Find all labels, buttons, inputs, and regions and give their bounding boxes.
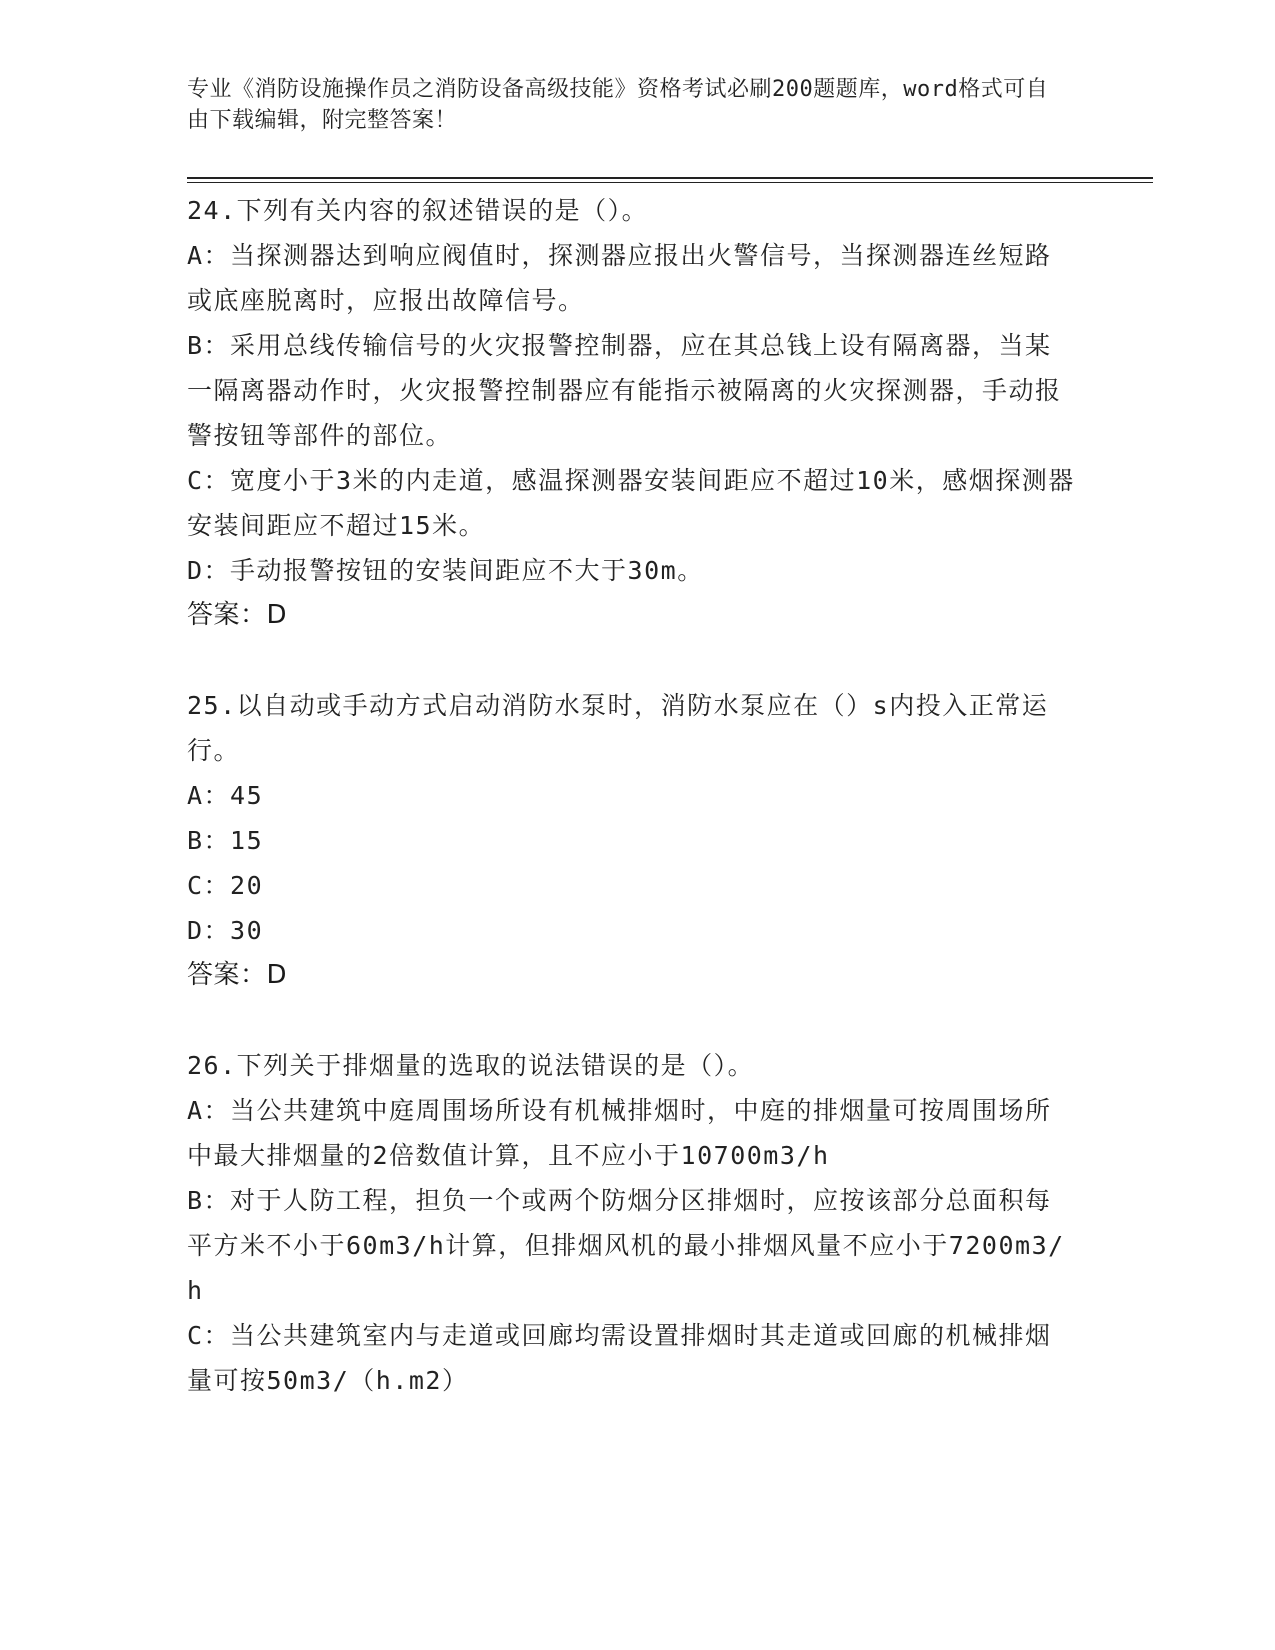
option-c: C：20 xyxy=(187,871,264,900)
option-d: D：手动报警按钮的安装间距应不大于30m。 xyxy=(187,556,704,585)
option-b: B：采用总线传输信号的火灾报警控制器，应在其总钱上设有隔离器，当某一隔离器动作时，火灾报警控制器应有能指示被隔离的火灾探测器，手动报警按钮等部件的部位。 xyxy=(187,331,1062,450)
question-stem: 25.以自动或手动方式启动消防水泵时，消防水泵应在（）s内投入正常运行。 xyxy=(187,691,1049,765)
option-b: B：15 xyxy=(187,826,264,855)
answer-label: 答案：D xyxy=(187,960,288,990)
header-divider-thin xyxy=(187,182,1153,183)
answer-label: 答案：D xyxy=(187,600,288,630)
question-stem: 26.下列关于排烟量的选取的说法错误的是（）。 xyxy=(187,1051,755,1080)
option-a: A：当探测器达到响应阀值时，探测器应报出火警信号，当探测器连丝短路或底座脱离时，应报出故障信号。 xyxy=(187,241,1052,315)
option-a: A：当公共建筑中庭周围场所设有机械排烟时，中庭的排烟量可按周围场所中最大排烟量的2倍数值计算，且不应小于10700m3/h xyxy=(187,1096,1052,1170)
option-d: D：30 xyxy=(187,916,264,945)
question-25 xyxy=(187,683,1077,998)
option-a: A：45 xyxy=(187,781,264,810)
option-b: B：对于人防工程，担负一个或两个防烟分区排烟时，应按该部分总面积每平方米不小于60m3/h计算，但排烟风机的最小排烟风量不应小于7200m3/h xyxy=(187,1186,1065,1305)
page-header xyxy=(187,74,1067,136)
header-divider-thick xyxy=(187,177,1153,179)
spacer xyxy=(187,638,1077,683)
question-list xyxy=(187,188,1077,1403)
option-c: C：宽度小于3米的内走道，感温探测器安装间距应不超过10米，感烟探测器安装间距应不超过15米。 xyxy=(187,466,1075,540)
spacer xyxy=(187,998,1077,1043)
question-24 xyxy=(187,188,1077,638)
question-stem: 24.下列有关内容的叙述错误的是（）。 xyxy=(187,196,649,225)
question-26 xyxy=(187,1043,1077,1403)
option-c: C：当公共建筑室内与走道或回廊均需设置排烟时其走道或回廊的机械排烟量可按50m3/（h.m2） xyxy=(187,1321,1052,1395)
header-text: 专业《消防设施操作员之消防设备高级技能》资格考试必刷200题题库，word格式可自由下载编辑，附完整答案！ xyxy=(187,77,1049,133)
